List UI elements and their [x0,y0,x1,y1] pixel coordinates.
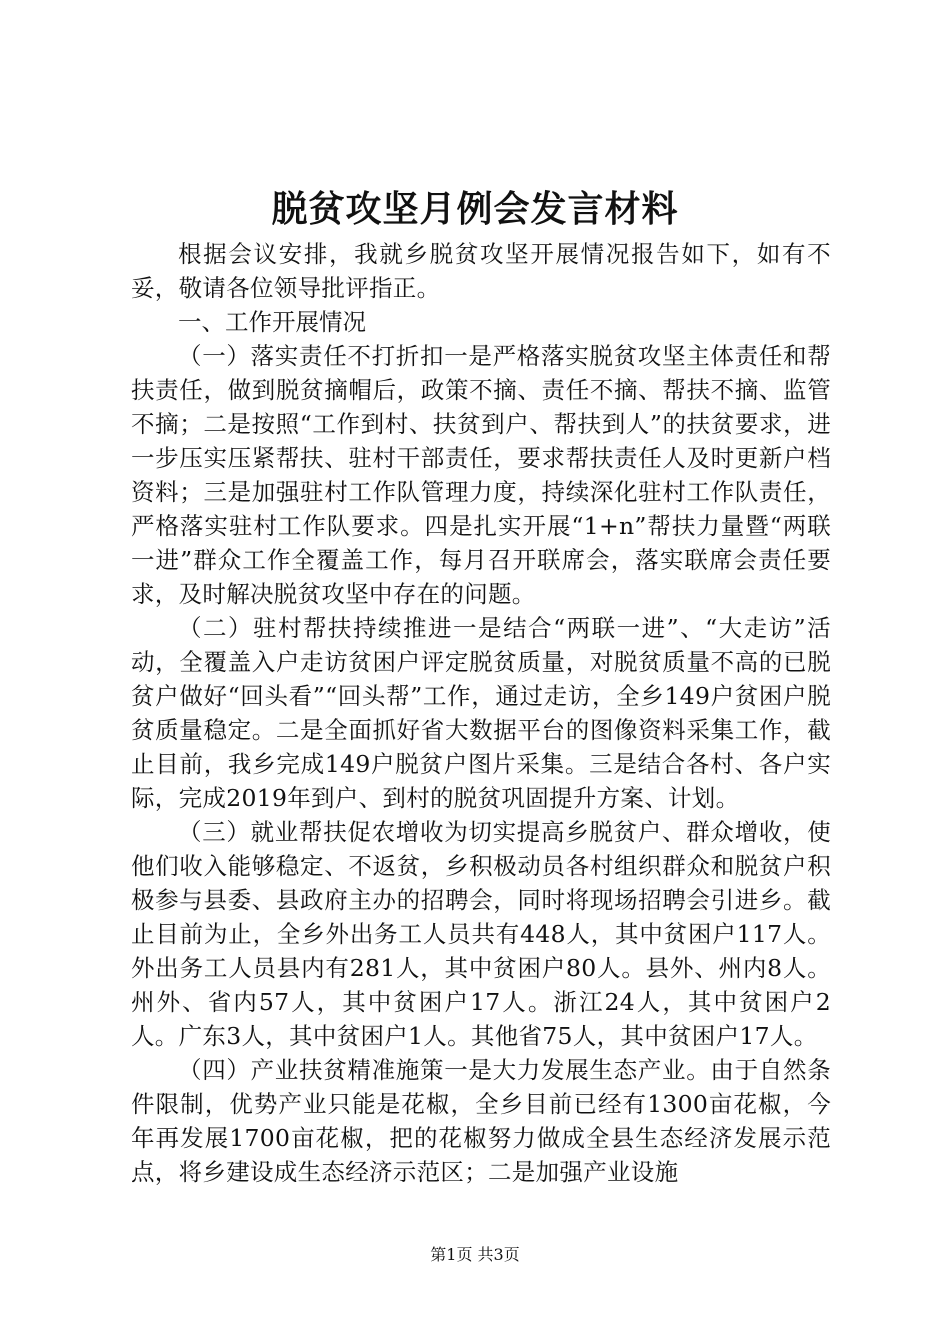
paragraph-responsibility: （一）落实责任不打折扣一是严格落实脱贫攻坚主体责任和帮扶责任，做到脱贫摘帽后，政策不摘、责任不摘、帮扶不摘、监管不摘；二是按照“工作到村、扶贫到户、帮扶到人”的扶贫要求，进一步压实压紧帮扶、驻村干部责任，要求帮扶责任人及时更新户档资料；三是加强驻村工作队管理力度，持续深化驻村工作队责任，严格落实驻村工作队要求。四是扎实开展“1+n”帮扶力量暨“两联一进”群众工作全覆盖工作，每月召开联席会，落实联席会责任要求，及时解决脱贫攻坚中存在的问题。 [131,342,831,608]
intro-paragraph: 根据会议安排，我就乡脱贫攻坚开展情况报告如下，如有不妥，敬请各位领导批评指正。 [131,240,831,302]
paragraph-industry: （四）产业扶贫精准施策一是大力发展生态产业。由于自然条件限制，优势产业只能是花椒，全乡目前已经有1300亩花椒，今年再发展1700亩花椒，把的花椒努力做成全县生态经济发展示范点，将乡建设成生态经济示范区；二是加强产业设施 [131,1056,831,1186]
document-body [131,237,831,1189]
document-title: 脱贫攻坚月例会发言材料 [271,188,679,230]
section-heading: 一、工作开展情况 [178,308,366,336]
paragraph-employment: （三）就业帮扶促农增收为切实提高乡脱贫户、群众增收，使他们收入能够稳定、不返贫，乡积极动员各村组织群众和脱贫户积极参与县委、县政府主办的招聘会，同时将现场招聘会引进乡。截止目前为止，全乡外出务工人员共有448人，其中贫困户117人。外出务工人员县内有281人，其中贫困户80人。县外、州内8人。州外、省内57人，其中贫困户17人。浙江24人，其中贫困户2人。广东3人，其中贫困户1人。其他省75人，其中贫困户17人。 [131,818,831,1050]
paragraph-village-assistance: （二）驻村帮扶持续推进一是结合“两联一进”、“大走访”活动，全覆盖入户走访贫困户评定脱贫质量，对脱贫质量不高的已脱贫户做好“回头看”“回头帮”工作，通过走访，全乡149户贫困户脱贫质量稳定。二是全面抓好省大数据平台的图像资料采集工作，截止目前，我乡完成149户脱贫户图片采集。三是结合各村、各户实际，完成2019年到户、到村的脱贫巩固提升方案、计划。 [131,614,831,812]
page-footer: 第1页 共3页 [430,1245,520,1264]
